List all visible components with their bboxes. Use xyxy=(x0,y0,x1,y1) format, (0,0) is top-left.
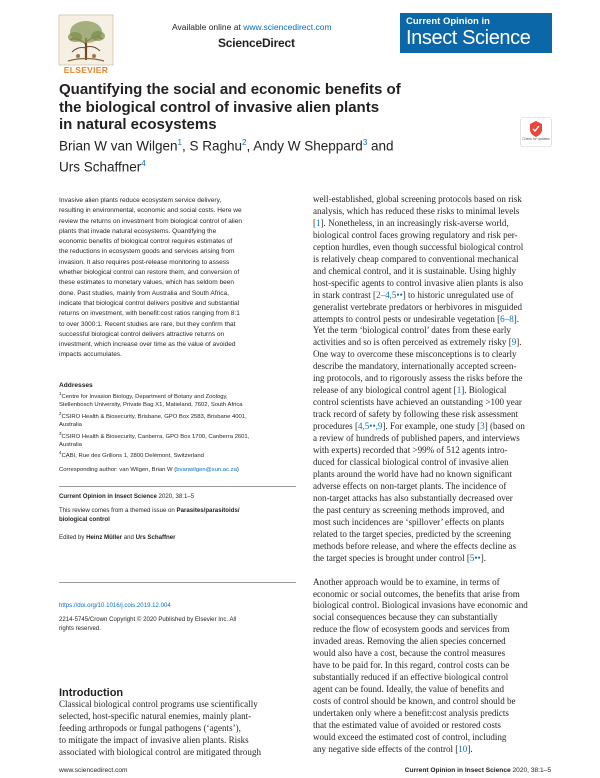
address-line: Stellenbosch University, Private Bag X1, Matieland, 7602, South Africa xyxy=(59,402,243,409)
edited-by-and: and xyxy=(122,534,136,541)
sciencedirect-link[interactable]: www.sciencedirect.com xyxy=(243,22,332,32)
authors xyxy=(59,134,449,175)
corresponding-suffix: ) xyxy=(236,467,239,473)
body-line: biological control. Biological invasions have economic and xyxy=(313,600,528,611)
body-line: is relatively cheap compared to conventional mechanical xyxy=(313,253,519,264)
abstract-line: returns on investment, with benefit:cost ratios ranging from 8:1 xyxy=(59,310,240,318)
editor-name: Urs Schaffner xyxy=(135,534,176,541)
body-line: would exceed the estimated cost of control, including xyxy=(313,731,507,742)
elsevier-logo xyxy=(58,14,114,76)
copyright xyxy=(59,615,296,633)
copyright-line: rights reserved. xyxy=(59,625,101,632)
body-line: would also have a cost, because the control measures xyxy=(313,648,506,659)
affiliation-link[interactable]: 3 xyxy=(362,138,368,147)
abstract-line: successful biological control delivers attractive returns on xyxy=(59,330,225,338)
body-line: methods before release, and where the effects decline as xyxy=(313,540,517,551)
body-line: adverse effects on non-target plants. The incidence of xyxy=(313,480,507,491)
abstract-line: whether biological control can restore them, and conversion of xyxy=(59,269,240,277)
affiliation-link[interactable]: 4 xyxy=(141,158,146,168)
abstract-line: economic benefits of biological control requires estimates of xyxy=(59,238,233,246)
body-line: costs of control should be known, and control should be xyxy=(313,696,516,707)
body-line: social consequences because they can substantially xyxy=(313,612,498,623)
address-line: Centre for Invasion Biology, Department of Botany and Zoology, xyxy=(61,393,228,400)
body-line: describe the mandatory, internationally accepted screen- xyxy=(313,361,517,372)
abstract-line: indicate that biological control delivers positive and substantial xyxy=(59,299,240,307)
address-item xyxy=(59,449,296,460)
body-line: host-specific agents to control invasive alien plants is also xyxy=(313,277,524,288)
body-line: any negative side effects of the control [10]. xyxy=(313,743,473,754)
journal-banner xyxy=(400,13,552,53)
footer-site-link[interactable]: www.sciencedirect.com xyxy=(59,767,128,774)
doi xyxy=(59,601,296,610)
body-paragraph xyxy=(313,577,552,756)
abstract-line: Invasive alien plants reduce ecosystem service delivery, xyxy=(59,197,222,204)
body-line: Yet the term ‘biological control’ dates from these early xyxy=(313,325,511,336)
elsevier-wordmark: ELSEVIER xyxy=(63,65,109,75)
affiliation-link[interactable]: 2 xyxy=(242,138,247,147)
abstract-line: the reductions in ecosystem goods and services arising from xyxy=(59,248,235,256)
abstract-line: impacts accumulates. xyxy=(59,351,122,359)
addresses-heading: Addresses xyxy=(59,382,93,389)
address-number: 1 xyxy=(59,391,62,396)
body-line: ing protocols, and to rigorously assess the risks before the xyxy=(313,373,523,384)
body-line: attempts to control pests or undesirable vegetation [6–8]. xyxy=(313,313,520,324)
introduction-text xyxy=(59,698,296,758)
body-line: duced for classical biological control of invasive alien xyxy=(313,456,509,467)
body-line: have to be paid for. In this regard, control costs can be xyxy=(313,660,510,671)
abstract-line: resulting in environmental, economic and social costs. Here we xyxy=(59,207,242,215)
title-line: in natural ecosystems xyxy=(59,116,217,133)
corresponding-email-link[interactable]: bvanwilgen@sun.ac.za xyxy=(176,467,237,473)
body-line: agent can be found. Ideally, the value of benefits and xyxy=(313,684,505,695)
footer-journal: Current Opinion in Insect Science xyxy=(404,767,511,774)
body-line: economic or social outcomes, the benefits that arise from xyxy=(313,588,520,599)
title-line: the biological control of invasive alien plants xyxy=(59,98,380,116)
body-line: plants around the world have had no known significant xyxy=(313,468,512,479)
theme-issue-topic: biological control xyxy=(59,516,110,523)
address-line: Australia xyxy=(59,422,82,429)
abstract-line: review the returns on investment from biological control of alien xyxy=(59,217,243,225)
body-paragraph xyxy=(313,194,552,565)
body-line: biological control faces growing regulatory and risk per- xyxy=(313,229,518,240)
body-line: a review of hundreds of published papers, and interviews xyxy=(313,433,520,444)
body-line: Another approach would be to examine, in terms of xyxy=(313,576,500,587)
affiliation-link[interactable]: 1 xyxy=(177,138,182,147)
footer-citation xyxy=(405,767,551,774)
author-name: Urs Schaffner xyxy=(59,159,142,174)
footer-volume: 2020, 38:1–5 xyxy=(510,767,551,774)
author-and: and xyxy=(367,138,394,154)
copyright-line: 2214-5745/Crown Copyright © 2020 Published by Elsevier Inc. All xyxy=(59,616,237,623)
body-right-column xyxy=(313,194,552,756)
body-line: with experts) recorded that >99% of 512 agents intro- xyxy=(313,445,508,456)
journal-banner-line1: Current Opinion in xyxy=(406,16,490,27)
theme-issue xyxy=(59,506,296,524)
body-line: selected, host-specific natural enemies, mainly plant- xyxy=(59,711,252,722)
check-for-updates-button[interactable] xyxy=(520,117,552,147)
body-line: control scientists have achieved an outstanding >100 year xyxy=(313,397,522,408)
body-line: One way to overcome these misconceptions is to clearly xyxy=(313,349,517,360)
check-for-updates-label: Check for updates xyxy=(522,137,550,141)
body-line: to mitigate the impact of invasive alien plants. Risks xyxy=(59,735,249,746)
available-online xyxy=(172,22,332,32)
divider xyxy=(59,582,296,583)
abstract xyxy=(59,196,296,361)
paragraph-gap xyxy=(313,565,552,577)
abstract-line: invasion. It also requires post-release monitoring to assess xyxy=(59,258,230,266)
introduction-heading: Introduction xyxy=(59,687,124,699)
body-line: the target species is brought under control [5••]. xyxy=(313,552,486,563)
doi-link[interactable]: https://doi.org/10.1016/j.cois.2019.12.004 xyxy=(59,602,171,609)
address-line: Australia xyxy=(59,441,82,448)
check-for-updates-icon xyxy=(520,117,552,147)
body-line: the past century as screening methods improved, and xyxy=(313,504,505,515)
body-line: and chemical control, and it is sustainable. Using highly xyxy=(313,265,517,276)
address-item xyxy=(59,410,296,430)
journal-reference xyxy=(59,492,296,501)
body-line: ception hurdles, even though successful biological control xyxy=(313,241,524,252)
corresponding-author xyxy=(59,466,296,474)
journal-name: Current Opinion in Insect Science xyxy=(59,493,157,500)
author-name: , Andy W Sheppard xyxy=(246,138,363,154)
body-line: reduce the flow of ecosystem goods and services from xyxy=(313,624,510,635)
abstract-line: investment, which increase over time as the value of avoided xyxy=(59,341,236,349)
body-line: related to the target species, predicted by the screening xyxy=(313,528,512,539)
divider xyxy=(59,486,296,487)
body-line: undertaken only where a benefit:cost analysis predicts xyxy=(313,708,509,719)
body-line: most such incidences are ‘spillover’ effects on plants xyxy=(313,516,505,527)
address-number: 2 xyxy=(59,410,62,416)
body-line: associated with biological control are mitigated through xyxy=(59,747,261,758)
body-line: feeding arthropods or fungal pathogens (‘agents’), xyxy=(59,723,241,734)
body-line: non-target attacks has also substantially decreased over xyxy=(313,492,513,503)
theme-issue-topic: Parasites/parasitoids/ xyxy=(176,507,240,514)
address-number: 4 xyxy=(59,450,62,456)
abstract-line: done. Past studies, mainly from Australia and South Africa, xyxy=(59,289,229,297)
address-number: 3 xyxy=(59,430,62,436)
body-line: well-established, global screening protocols based on risk xyxy=(313,194,522,204)
body-line: procedures [4,5••,9]. For example, one study [3] (based on xyxy=(313,421,525,432)
journal-citation: 2020, 38:1–5 xyxy=(156,493,195,500)
body-line: analysis, which has reduced these risks to minimal levels xyxy=(313,205,520,216)
body-line: in stark contrast [2–4,5••] to historic unregulated use of xyxy=(313,289,514,300)
body-line: substantially reduced if an effective biological control xyxy=(313,672,509,683)
theme-issue-prefix: This review comes from a themed issue on xyxy=(59,507,177,514)
body-line: generalist vertebrate predators or herbivores in misguided xyxy=(313,301,523,312)
body-line: that the estimated value of avoided or restored costs xyxy=(313,719,501,730)
corresponding-prefix: Corresponding author: van Wilgen, Brian W ( xyxy=(59,467,177,473)
address-line: CSIRO Health & Biosecurity, Brisbane, GPO Box 2583, Brisbane 4001, xyxy=(61,413,247,420)
edited-by xyxy=(59,533,296,542)
body-line: invaded areas. Removing the alien species concerned xyxy=(313,636,506,647)
author-name: Brian W van Wilgen xyxy=(59,138,178,154)
body-line: [1]. Nonetheless, in an increasingly risk-averse world, xyxy=(313,217,509,228)
author-name: , S Raghu xyxy=(182,138,243,154)
address-item xyxy=(59,390,296,410)
journal-banner-line2: Insect Science xyxy=(406,27,531,49)
title-line: Quantifying the social and economic benefits of xyxy=(59,81,401,98)
body-line: Classical biological control programs use scientifically xyxy=(59,699,258,709)
address-line: CSIRO Health & Biosecurity, Canberra, GPO Box 1700, Canberra 2601, xyxy=(61,433,250,440)
addresses xyxy=(59,381,296,461)
body-line: release of any biological control agent [1]. Biological xyxy=(313,385,507,396)
abstract-line: to over 3000:1. Recent studies are rare, but they confirm that xyxy=(59,320,236,328)
address-line: CABI, Rue des Grillons 1, 2800 Delémont, Switzerland xyxy=(61,453,204,460)
abstract-line: these estimates to monetary values, which has seldom been xyxy=(59,279,235,287)
sciencedirect-wordmark: ScienceDirect xyxy=(218,36,295,50)
editor-name: Heinz Müller xyxy=(86,534,122,541)
edited-by-prefix: Edited by xyxy=(59,534,87,541)
article-title xyxy=(59,81,459,134)
address-item xyxy=(59,430,296,450)
abstract-line: plants that invade natural ecosystems. Quantifying the xyxy=(59,227,217,235)
available-online-prefix: Available online at xyxy=(172,22,241,32)
body-line: track record of safety by following these risk assessment xyxy=(313,409,519,420)
body-line: activities and so is often perceived as extremely risky [9]. xyxy=(313,337,522,348)
